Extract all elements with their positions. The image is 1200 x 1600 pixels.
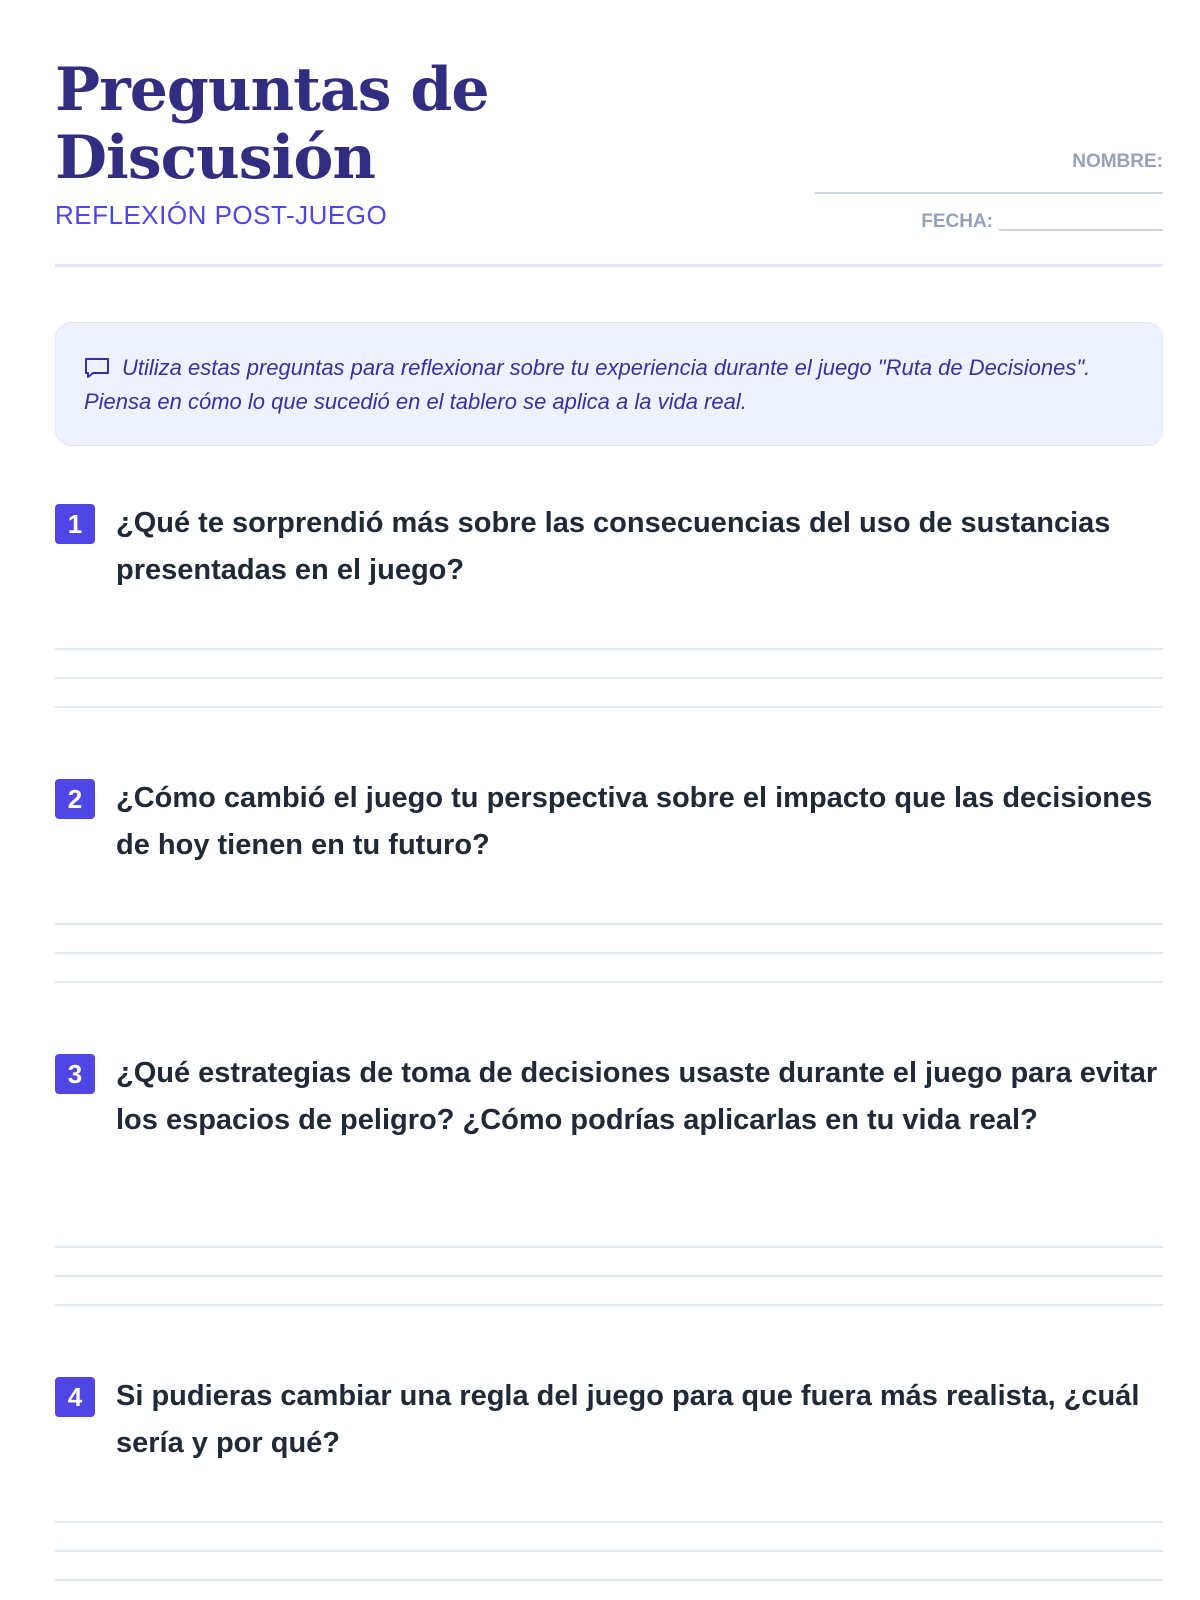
question-number-badge: 3 [55,1054,95,1094]
name-label: NOMBRE: [1072,151,1163,172]
date-label: FECHA: [921,211,993,232]
worksheet-page [55,0,1163,1459]
header-divider [55,264,1163,267]
answer-line[interactable] [55,706,1163,708]
page-title-line-2: Discusión [55,123,375,193]
page-title [55,56,515,192]
instructions-text: Utiliza estas preguntas para reflexionar sobre tu experiencia durante el juego "Ruta de Decisiones". Piensa en cómo lo que sucedió en el tablero se aplica a la vida real. [84,355,1091,414]
answer-line[interactable] [55,1275,1163,1277]
question-header [55,500,1163,594]
answer-line[interactable] [55,1550,1163,1552]
answer-line[interactable] [55,952,1163,954]
answer-line[interactable] [55,677,1163,679]
question-2 [55,775,1163,869]
answer-line[interactable] [55,648,1163,650]
answer-line[interactable] [55,923,1163,925]
question-text: Si pudieras cambiar una regla del juego para que fuera más realista, ¿cuál sería y por qué? [116,1380,1140,1459]
question-number-badge: 1 [55,504,95,544]
chat-bubble-icon [84,357,110,379]
question-1 [55,500,1163,594]
page-title-line-1: Preguntas de [55,55,489,125]
answer-line[interactable] [55,1521,1163,1523]
question-header [55,775,1163,869]
question-header [55,1373,1163,1467]
date-field[interactable] [999,229,1163,231]
instructions-box [55,322,1163,446]
question-text: ¿Cómo cambió el juego tu perspectiva sobre el impacto que las decisiones de hoy tienen en tu futuro? [116,782,1153,861]
answer-line[interactable] [55,1246,1163,1248]
question-number-badge: 2 [55,779,95,819]
page-subtitle: REFLEXIÓN POST-JUEGO [55,200,388,230]
name-field[interactable] [815,192,1163,194]
question-text: ¿Qué te sorprendió más sobre las consecuencias del uso de sustancias presentadas en el juego? [116,507,1111,586]
worksheet-header [55,0,1163,266]
date-row [815,208,1163,236]
answer-line[interactable] [55,1579,1163,1581]
answer-line[interactable] [55,1304,1163,1306]
question-4 [55,1373,1163,1467]
question-header [55,1050,1163,1144]
answer-line[interactable] [55,981,1163,983]
student-info [815,148,1163,236]
question-3 [55,1050,1163,1144]
question-number-badge: 4 [55,1377,95,1417]
question-text: ¿Qué estrategias de toma de decisiones usaste durante el juego para evitar los espacios de peligro? ¿Cómo podrías aplicarlas en tu vida real? [116,1057,1158,1136]
